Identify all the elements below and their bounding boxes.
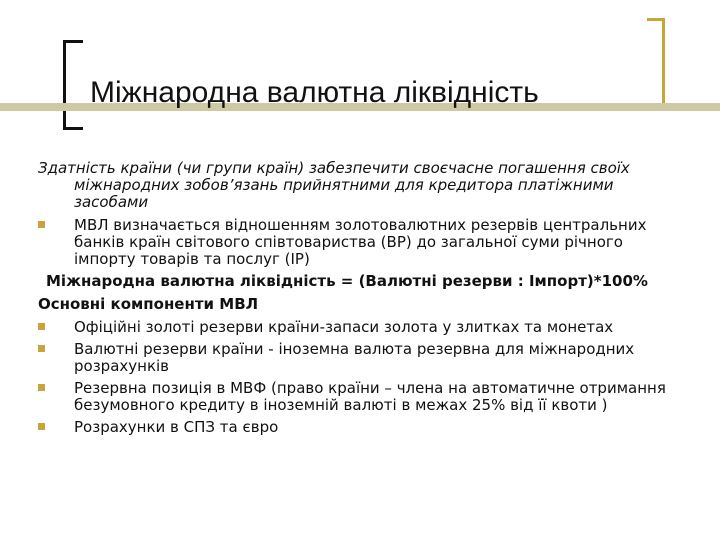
component-item bbox=[38, 380, 688, 414]
component-item-text: Резервна позиція в МВФ (право країни – члена на автоматичне отримання безумовного кредиту в іноземній валюті в межах 25% від її квоти ) bbox=[74, 379, 666, 414]
component-item-text: Розрахунки в СПЗ та євро bbox=[74, 418, 279, 436]
component-item-text: Офіційні золоті резерви країни-запаси золота у злитках та монетах bbox=[74, 318, 614, 336]
component-item bbox=[38, 319, 688, 336]
left-bracket bbox=[63, 40, 83, 130]
bullet-square-icon bbox=[38, 345, 45, 352]
component-item bbox=[38, 341, 688, 375]
mvl-bullet-text: МВЛ визначається відношенням золотовалютних резервів центральних банків країн світового співтовариства (ВР) до загальної суми річного імпорту товарів та послуг (ІР) bbox=[74, 216, 647, 268]
mvl-bullet bbox=[38, 217, 688, 268]
slide-title: Міжнародна валютна ліквідність bbox=[90, 76, 539, 109]
component-item-text: Валютні резерви країни - іноземна валюта резервна для міжнародних розрахунків bbox=[74, 340, 635, 375]
component-item bbox=[38, 419, 688, 436]
formula-text: Міжнародна валютна ліквідність = (Валютні резерви : Імпорт)*100% bbox=[46, 272, 648, 290]
slide-content bbox=[38, 160, 688, 441]
bullet-square-icon bbox=[38, 423, 45, 430]
bullet-square-icon bbox=[38, 384, 45, 391]
right-bracket bbox=[647, 18, 665, 106]
bullet-square-icon bbox=[38, 323, 45, 330]
components-heading: Основні компоненти МВЛ bbox=[38, 295, 259, 313]
definition-text: Здатність країни (чи групи країн) забезпечити своєчасне погашення своїх міжнародних зобов’язань прийнятними для кредитора платіжними засобами bbox=[38, 159, 630, 211]
bullet-square-icon bbox=[38, 221, 45, 228]
